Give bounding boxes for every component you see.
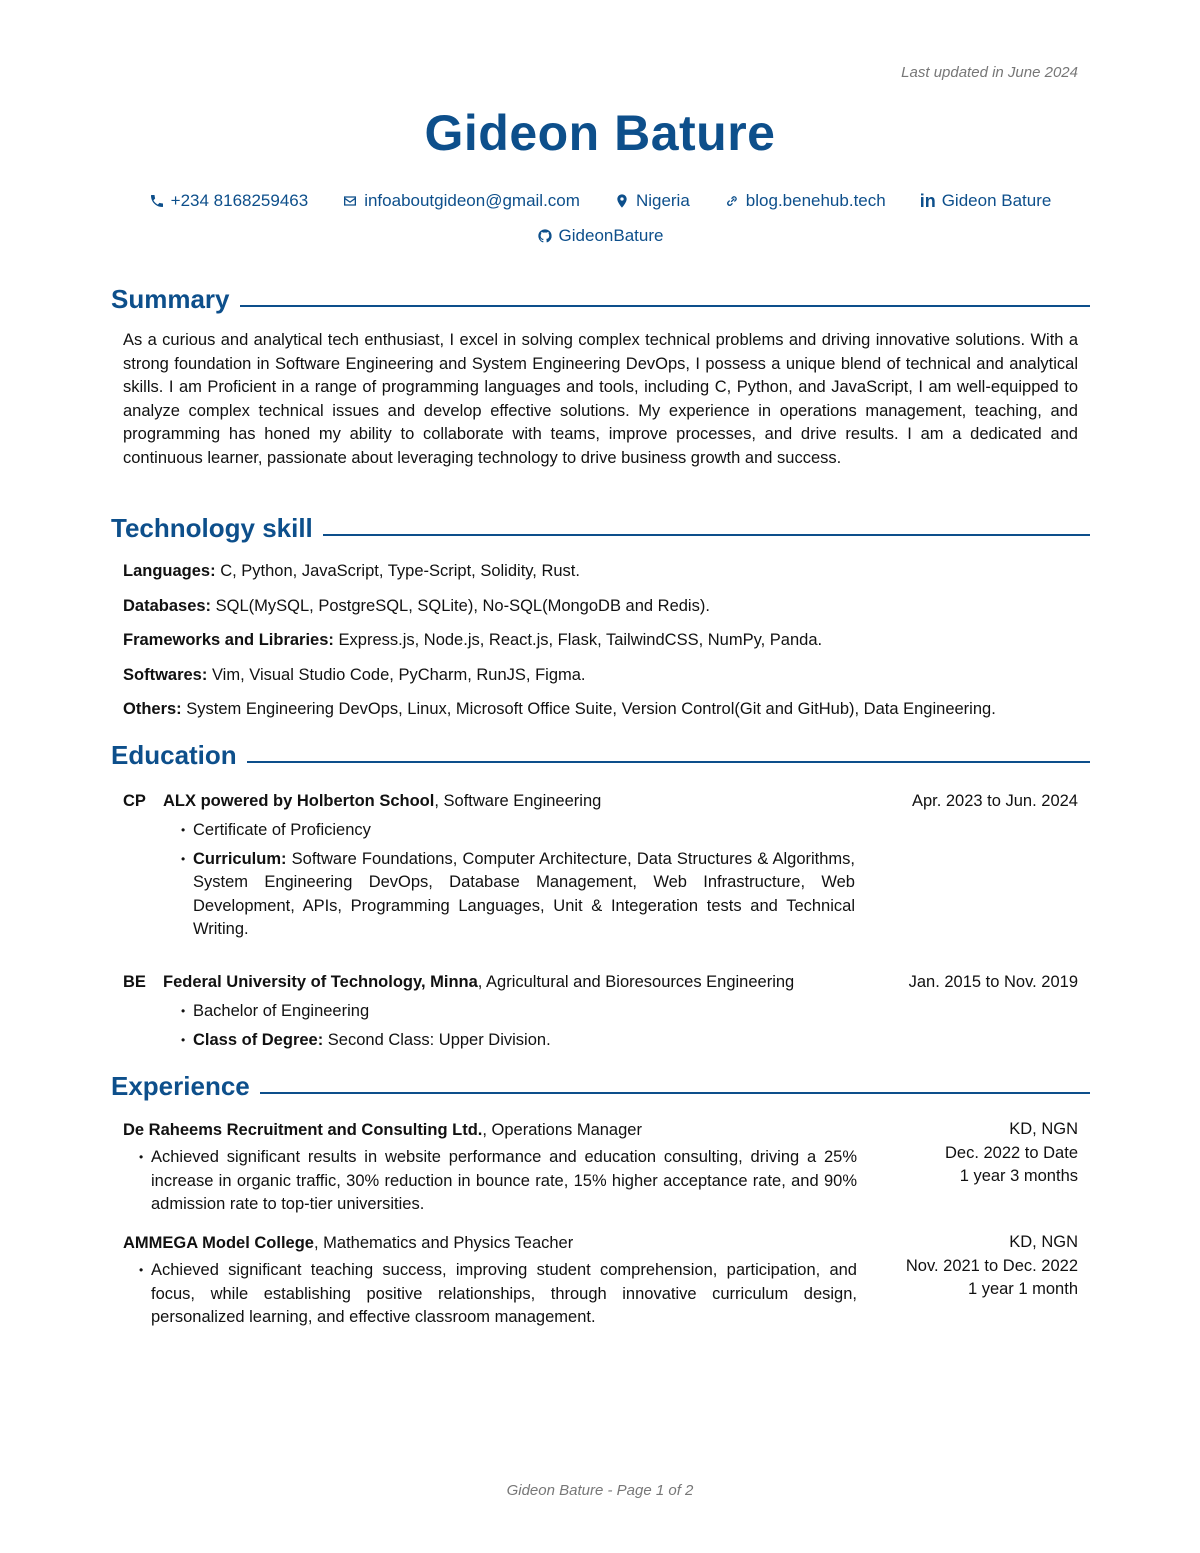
education-date: Apr. 2023 to Jun. 2024	[911, 792, 1078, 810]
job-details	[137, 1259, 857, 1330]
person-name: Gideon Bature	[424, 105, 776, 161]
section-divider	[323, 534, 1090, 536]
field-of-study: , Agricultural and Bioresources Engineering	[477, 973, 795, 991]
job-title-line	[123, 1118, 857, 1142]
institution-line	[163, 969, 909, 995]
list-item: • Achieved significant teaching success, improving student comprehension, participation, and focus, while establishing positive relationships, through innovative curriculum design, personalized learning, and effective classroom management.	[137, 1259, 857, 1330]
contact-email[interactable]	[342, 188, 580, 214]
detail-text: Bachelor of Engineering	[193, 1002, 370, 1020]
contact-location	[614, 188, 690, 214]
job-dates: Dec. 2022 to Date	[945, 1143, 1078, 1162]
institution-name: Federal University of Technology, Minna	[163, 973, 478, 991]
website-text: blog.benehub.tech	[745, 191, 886, 210]
list-item	[179, 848, 855, 942]
github-icon	[537, 228, 553, 244]
list-item: • Achieved significant results in website performance and education consulting, driving a 25% increase in organic traffic, 30% reduction in bounce rate, 15% higher acceptance rate, and 90% admission rate to top-tier universities.	[137, 1146, 857, 1217]
section-divider	[240, 305, 1091, 307]
detail-text: Certificate of Proficiency	[193, 821, 371, 839]
location-pin-icon	[614, 193, 630, 209]
job-duration: 1 year 3 months	[959, 1167, 1078, 1185]
degree-code: BE	[123, 973, 146, 991]
education-heading	[111, 740, 1090, 771]
link-icon	[724, 193, 740, 209]
detail-label: Curriculum:	[193, 849, 287, 868]
skill-label: Frameworks and Libraries:	[123, 631, 334, 650]
institution-name: ALX powered by Holberton School	[163, 792, 435, 810]
detail-text: Software Foundations, Computer Architecture, Data Structures & Algorithms, System Engineering DevOps, Database Management, Web Infrastructure, Web Development, APIs, Programming Languages, Unit & Integeration tests and Technical Writing.	[193, 849, 855, 938]
section-divider	[247, 761, 1090, 763]
experience-entry	[123, 1231, 1078, 1330]
summary-heading	[111, 284, 1090, 315]
skill-value: C, Python, JavaScript, Type-Script, Solidity, Rust.	[220, 562, 580, 580]
contact-github[interactable]	[537, 223, 664, 249]
organization-name: De Raheems Recruitment and Consulting Ltd.	[123, 1121, 483, 1139]
education-date: Jan. 2015 to Nov. 2019	[908, 973, 1078, 991]
skills-title: Technology skill	[111, 513, 313, 543]
skill-row-others	[123, 696, 1083, 731]
job-role: , Operations Manager	[482, 1121, 642, 1139]
degree-code: CP	[123, 792, 146, 810]
education-title: Education	[111, 740, 237, 770]
contact-phone[interactable]	[149, 188, 309, 214]
skill-label: Languages:	[123, 562, 216, 580]
job-meta	[857, 1231, 1078, 1330]
list-item	[179, 1000, 855, 1024]
field-of-study: , Software Engineering	[434, 792, 602, 810]
experience-entry	[123, 1118, 1078, 1217]
github-text: GideonBature	[558, 226, 664, 245]
skill-label: Databases:	[123, 596, 212, 615]
linkedin-icon: in	[919, 191, 936, 211]
education-entry	[123, 788, 1078, 942]
list-item	[179, 819, 855, 843]
experience-title: Experience	[111, 1071, 250, 1101]
skill-row-databases	[123, 593, 1083, 628]
skill-row-languages	[123, 558, 1083, 593]
job-title-line	[123, 1231, 857, 1255]
job-location: KD, NGN	[1009, 1120, 1078, 1138]
education-entry	[123, 969, 1078, 1052]
contact-bar	[100, 188, 1100, 258]
envelope-icon	[342, 193, 358, 209]
job-details	[137, 1146, 857, 1217]
last-updated: Last updated in June 2024	[901, 64, 1078, 81]
summary-text: As a curious and analytical tech enthusiast, I excel in solving complex technical problems and driving innovative solutions. With a strong foundation in Software Engineering and System Engineering DevOps, I possess a unique blend of technical and analytical skills. I am Proficient in a range of programming languages and tools, including C, Python, and JavaScript, I am well-equipped to analyze complex technical issues and develop effective solutions. My experience in operations management, teaching, and programming has honed my ability to collaborate with teams, improve processes, and drive results. I am a dedicated and continuous learner, passionate about leveraging technology to drive business growth and success.	[123, 331, 1078, 467]
job-dates: Nov. 2021 to Dec. 2022	[905, 1256, 1078, 1275]
skill-row-frameworks	[123, 627, 1083, 662]
job-role: , Mathematics and Physics Teacher	[313, 1234, 574, 1252]
organization-name: AMMEGA Model College	[123, 1234, 314, 1252]
experience-heading	[111, 1071, 1090, 1102]
list-item	[179, 1029, 855, 1053]
skill-row-softwares	[123, 662, 1083, 697]
detail-label: Class of Degree:	[193, 1030, 324, 1049]
skills-heading	[111, 513, 1090, 544]
institution-line	[163, 788, 912, 814]
section-divider	[260, 1092, 1090, 1094]
email-text: infoaboutgideon@gmail.com	[364, 191, 580, 210]
job-meta	[857, 1118, 1078, 1217]
contact-website[interactable]	[724, 188, 886, 214]
skill-value: Express.js, Node.js, React.js, Flask, TailwindCSS, NumPy, Panda.	[338, 631, 823, 650]
page-footer: Gideon Bature - Page 1 of 2	[506, 1482, 694, 1499]
job-location: KD, NGN	[1009, 1233, 1078, 1251]
job-duration: 1 year 1 month	[967, 1280, 1078, 1298]
skill-value: System Engineering DevOps, Linux, Microsoft Office Suite, Version Control(Git and GitHub), Data Engineering.	[186, 700, 996, 719]
phone-icon	[149, 193, 165, 209]
linkedin-text: Gideon Bature	[941, 191, 1052, 210]
skills-list	[123, 558, 1083, 731]
phone-text: +234 8168259463	[170, 191, 309, 210]
skill-label: Softwares:	[123, 665, 208, 684]
skill-label: Others:	[123, 700, 182, 719]
education-details	[179, 1000, 855, 1052]
education-details	[179, 819, 855, 942]
detail-text: Second Class: Upper Division.	[323, 1030, 551, 1049]
location-text: Nigeria	[635, 191, 690, 210]
summary-title: Summary	[111, 284, 230, 314]
contact-linkedin[interactable]	[920, 188, 1052, 214]
skill-value: Vim, Visual Studio Code, PyCharm, RunJS, Figma.	[211, 665, 586, 684]
skill-value: SQL(MySQL, PostgreSQL, SQLite), No-SQL(MongoDB and Redis).	[215, 596, 710, 615]
